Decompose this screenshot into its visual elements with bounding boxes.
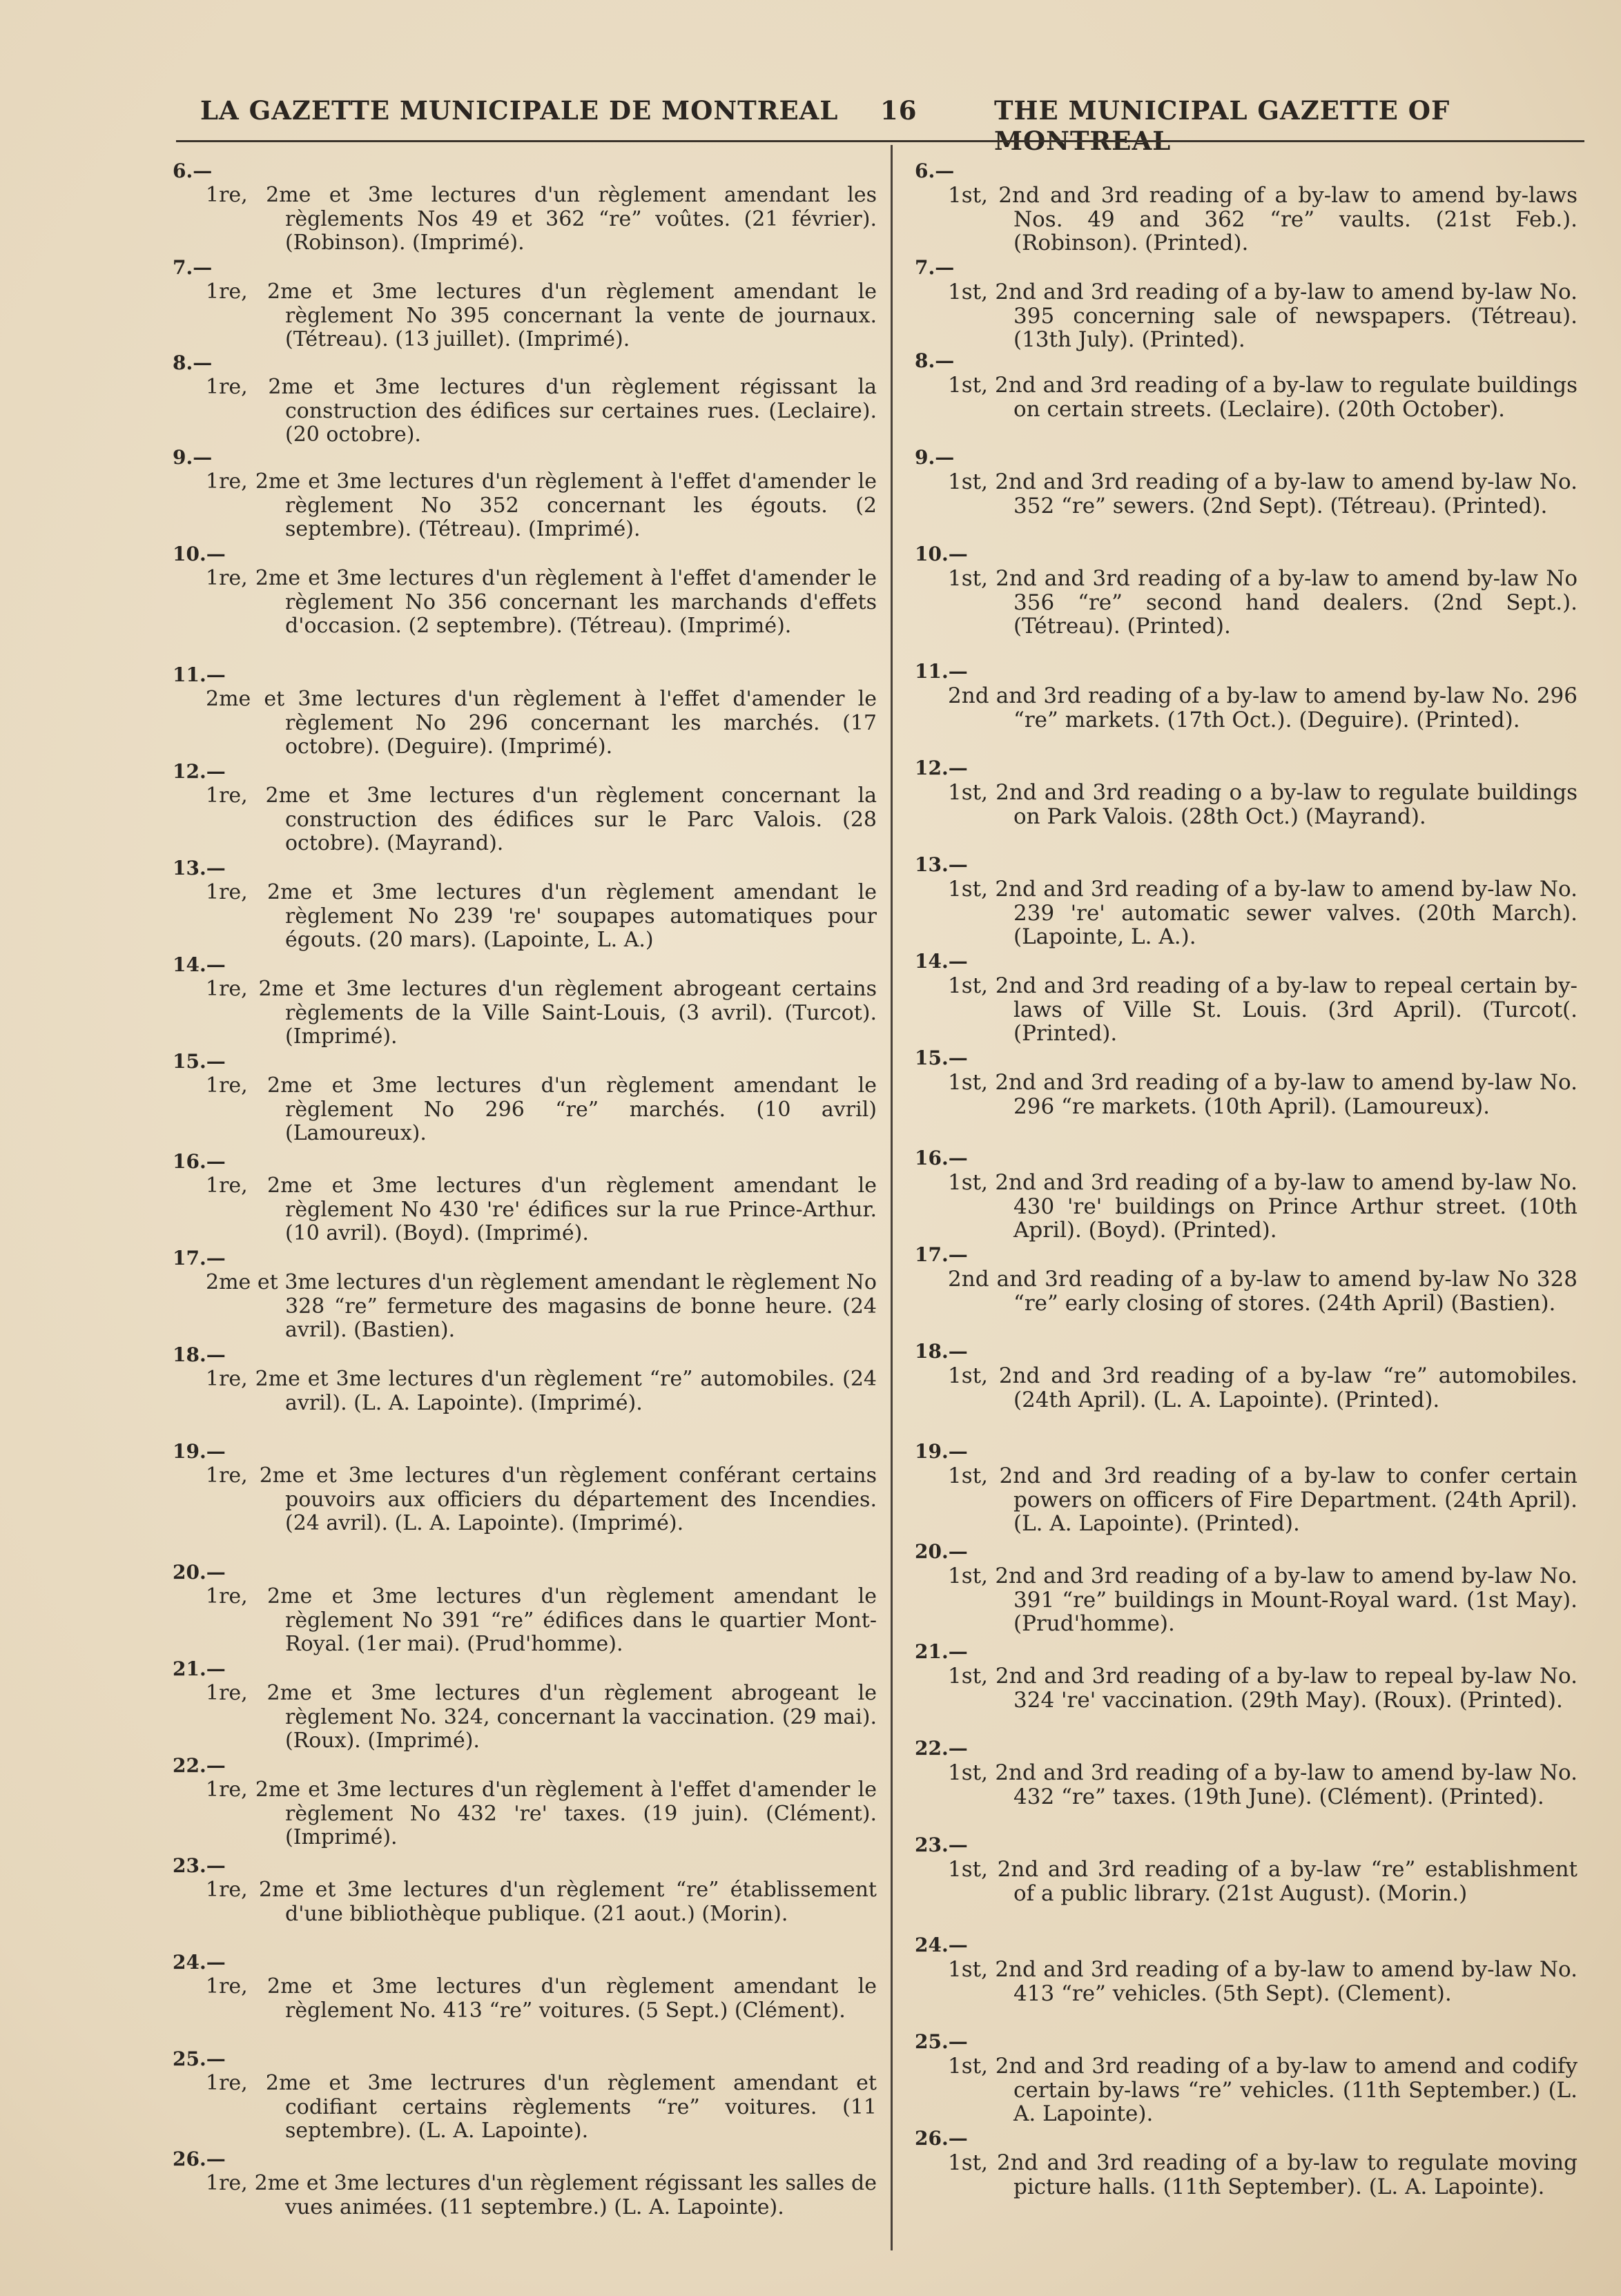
english-entry: [915, 1243, 1578, 1315]
french-entry-text: 1re, 2me et 3me lectures d'un règlement amendant les règlements Nos 49 et 362 “re” voûtes. (21 février). (Robinson). (Imprimé).: [206, 183, 877, 255]
french-entry-text: 1re, 2me et 3me lectures d'un règlement amendant le règlement No 239 're' soupapes automatiques pour égouts. (20 mars). (Lapointe, L. A.): [206, 880, 877, 952]
english-entry-number: 7.—: [915, 256, 955, 279]
french-entry-number: 10.—: [173, 543, 226, 565]
english-entry: [915, 159, 1578, 255]
french-entry: [173, 445, 877, 542]
french-entry-text: 1re, 2me et 3me lectures d'un règlement conférant certains pouvoirs aux officiers du département des Incendies. (24 avril). (L. A. Lapointe). (Imprimé).: [206, 1463, 877, 1535]
english-entry: [915, 1046, 1578, 1118]
english-entry-number: 6.—: [915, 159, 955, 182]
french-entry-number: 23.—: [173, 1854, 226, 1877]
french-entry: [173, 1657, 877, 1753]
english-entry-number: 22.—: [915, 1737, 968, 1760]
french-entry-text: 1re, 2me et 3me lectures d'un règlement abrogeant le règlement No. 324, concernant la vaccination. (29 mai). (Roux). (Imprimé).: [206, 1681, 877, 1753]
french-entry-number: 18.—: [173, 1343, 226, 1366]
english-entry-text: 1st, 2nd and 3rd reading of a by-law to amend by-law No. 391 “re” buildings in Mount-Royal ward. (1st May). (Prud'homme).: [948, 1564, 1578, 1636]
english-entry: [915, 445, 1578, 518]
french-entry: [173, 953, 877, 1049]
english-entry: [915, 2030, 1578, 2126]
french-entry-number: 24.—: [173, 1951, 226, 1974]
english-entry-number: 18.—: [915, 1340, 968, 1363]
french-entry-text: 1re, 2me et 3me lectures d'un règlement amendant le règlement No. 413 “re” voitures. (5 Sept.) (Clément).: [206, 1974, 877, 2023]
english-entry: [915, 349, 1578, 421]
french-entry: [173, 1439, 877, 1536]
french-entry: [173, 856, 877, 953]
french-entry-number: 11.—: [173, 663, 226, 686]
french-entry-text: 2me et 3me lectures d'un règlement amendant le règlement No 328 “re” fermeture des magasins de bonne heure. (24 avril). (Bastien).: [206, 1270, 877, 1342]
french-entry-number: 26.—: [173, 2148, 226, 2170]
french-entry-number: 22.—: [173, 1754, 226, 1777]
french-entry: [173, 1149, 877, 1246]
english-entry-text: 2nd and 3rd reading of a by-law to amend by-law No 328 “re” early closing of stores. (24th April) (Bastien).: [948, 1267, 1578, 1316]
english-entry-number: 17.—: [915, 1243, 968, 1266]
english-entry: [915, 542, 1578, 639]
english-entry-text: 1st, 2nd and 3rd reading of a by-law to amend and codify certain by-laws “re” vehicles. (11th September.) (L. A. Lapointe).: [948, 2054, 1578, 2126]
english-entry-text: 1st, 2nd and 3rd reading of a by-law “re” establishment of a public library. (21st August). (Morin.): [948, 1857, 1578, 1906]
english-entry-text: 1st, 2nd and 3rd reading of a by-law to amend by-law No. 430 're' buildings on Prince Arthur street. (10th April). (Boyd). (Printed).: [948, 1170, 1578, 1243]
english-entry-text: 1st, 2nd and 3rd reading of a by-law to regulate buildings on certain streets. (Leclaire). (20th October).: [948, 373, 1578, 422]
english-entry-text: 1st, 2nd and 3rd reading of a by-law to amend by-law No. 432 “re” taxes. (19th June). (Clément). (Printed).: [948, 1760, 1578, 1809]
french-entry-number: 15.—: [173, 1050, 226, 1073]
french-entry-text: 1re, 2me et 3me lectures d'un règlement à l'effet d'amender le règlement No 352 concernant les égouts. (2 septembre). (Tétreau). (Imprimé).: [206, 469, 877, 541]
french-entry-text: 2me et 3me lectures d'un règlement à l'effet d'amender le règlement No 296 concernant les marchés. (17 octobre). (Deguire). (Imprimé).: [206, 687, 877, 759]
english-entry: [915, 1146, 1578, 1243]
english-entry-text: 1st, 2nd and 3rd reading o a by-law to regulate buildings on Park Valois. (28th Oct.) (Mayrand).: [948, 780, 1578, 829]
french-entry-text: 1re, 2me et 3me lectures d'un règlement abrogeant certains règlements de la Ville Saint-Louis, (3 avril). (Turcot). (Imprimé).: [206, 977, 877, 1049]
french-entry: [173, 2147, 877, 2219]
english-entry-text: 1st, 2nd and 3rd reading of a by-law to amend by-law No 356 “re” second hand dealers. (2nd Sept.). (Tétreau). (Printed).: [948, 566, 1578, 639]
english-entry: [915, 1933, 1578, 2005]
english-entry-number: 19.—: [915, 1440, 968, 1463]
english-entry-text: 1st, 2nd and 3rd reading of a by-law to amend by-laws Nos. 49 and 362 “re” vaults. (21st Feb.). (Robinson). (Printed).: [948, 183, 1578, 255]
french-entry-number: 9.—: [173, 446, 213, 469]
english-entry-text: 1st, 2nd and 3rd reading of a by-law to amend by-law No. 352 “re” sewers. (2nd Sept). (Tétreau). (Printed).: [948, 469, 1578, 518]
english-entry: [915, 1833, 1578, 1905]
english-entry: [915, 1439, 1578, 1536]
french-entry: [173, 2047, 877, 2143]
french-entry: [173, 759, 877, 856]
english-entry-number: 15.—: [915, 1047, 968, 1069]
french-entry-text: 1re, 2me et 3me lectures d'un règlement “re” automobiles. (24 avril). (L. A. Lapointe). (Imprimé).: [206, 1367, 877, 1415]
french-entry-number: 8.—: [173, 351, 213, 374]
english-entry-number: 9.—: [915, 446, 955, 469]
french-entry-text: 1re, 2me et 3me lectures d'un règlement régissant la construction des édifices sur certaines rues. (Leclaire). (20 octobre).: [206, 375, 877, 447]
english-entry-number: 20.—: [915, 1540, 968, 1563]
french-entry: [173, 159, 877, 255]
french-entry-number: 17.—: [173, 1247, 226, 1269]
english-entry-number: 21.—: [915, 1640, 968, 1663]
page-number: 16: [880, 95, 918, 126]
english-entry-text: 1st, 2nd and 3rd reading of a by-law to amend by-law No. 239 're' automatic sewer valves. (20th March). (Lapointe, L. A.).: [948, 877, 1578, 949]
english-entry-number: 10.—: [915, 543, 968, 565]
english-entry-number: 8.—: [915, 349, 955, 372]
french-entry-text: 1re, 2me et 3me lectures d'un règlement amendant le règlement No 296 “re” marchés. (10 avril) (Lamoureux).: [206, 1073, 877, 1145]
english-entry: [915, 659, 1578, 732]
english-entry-text: 2nd and 3rd reading of a by-law to amend by-law No. 296 “re” markets. (17th Oct.). (Deguire). (Printed).: [948, 683, 1578, 732]
french-entry: [173, 1950, 877, 2023]
french-entry-number: 25.—: [173, 2047, 226, 2070]
french-entry: [173, 351, 877, 447]
english-entry-number: 23.—: [915, 1833, 968, 1856]
english-entry: [915, 255, 1578, 352]
english-entry: [915, 853, 1578, 949]
english-entry: [915, 1640, 1578, 1712]
english-entry: [915, 1539, 1578, 1636]
header-title-french: LA GAZETTE MUNICIPALE DE MONTREAL: [200, 95, 839, 126]
page-header: [166, 88, 1581, 156]
english-entry-number: 13.—: [915, 853, 968, 876]
english-entry-number: 11.—: [915, 660, 968, 683]
french-entry-number: 12.—: [173, 760, 226, 783]
french-entry-text: 1re, 2me et 3me lectures d'un règlement amendant le règlement No 391 “re” édifices dans le quartier Mont-Royal. (1er mai). (Prud'homme).: [206, 1584, 877, 1656]
english-entry-number: 24.—: [915, 1934, 968, 1956]
english-entry-text: 1st, 2nd and 3rd reading of a by-law to amend by-law No. 413 “re” vehicles. (5th Sept). (Clement).: [948, 1957, 1578, 2006]
english-entry-text: 1st, 2nd and 3rd reading of a by-law to repeal by-law No. 324 're' vaccination. (29th May). (Roux). (Printed).: [948, 1664, 1578, 1713]
english-entry-number: 26.—: [915, 2127, 968, 2150]
english-entry-number: 25.—: [915, 2030, 968, 2053]
french-entry-text: 1re, 2me et 3me lectures d'un règlement amendant le règlement No 430 're' édifices sur la rue Prince-Arthur. (10 avril). (Boyd). (Imprimé).: [206, 1174, 877, 1245]
french-entry: [173, 1560, 877, 1657]
french-entry-text: 1re, 2me et 3me lectures d'un règlement concernant la construction des édifices sur le Parc Valois. (28 octobre). (Mayrand).: [206, 784, 877, 855]
french-entry-number: 6.—: [173, 159, 213, 182]
french-entry-number: 13.—: [173, 857, 226, 879]
french-entry: [173, 1343, 877, 1415]
english-entry-text: 1st, 2nd and 3rd reading of a by-law to confer certain powers on officers of Fire Department. (24th April). (L. A. Lapointe). (Printed).: [948, 1463, 1578, 1536]
french-entry-number: 21.—: [173, 1657, 226, 1680]
french-entry-number: 16.—: [173, 1150, 226, 1173]
english-entry: [915, 756, 1578, 828]
french-entry-text: 1re, 2me et 3me lectrures d'un règlement amendant et codifiant certains règlements “re” voitures. (11 septembre). (L. A. Lapointe).: [206, 2071, 877, 2143]
french-entry-number: 20.—: [173, 1561, 226, 1584]
french-entry: [173, 1854, 877, 1926]
english-entry-number: 12.—: [915, 757, 968, 779]
english-entry: [915, 1339, 1578, 1412]
header-title-english: THE MUNICIPAL GAZETTE OF MONTREAL: [994, 95, 1450, 156]
english-entry-text: 1st, 2nd and 3rd reading of a by-law to amend by-law No. 296 “re markets. (10th April). (Lamoureux).: [948, 1070, 1578, 1119]
english-entry-text: 1st, 2nd and 3rd reading of a by-law to regulate moving picture halls. (11th September). (L. A. Lapointe).: [948, 2150, 1578, 2199]
french-entry: [173, 663, 877, 759]
english-entry: [915, 949, 1578, 1046]
french-entry-text: 1re, 2me et 3me lectures d'un règlement à l'effet d'amender le règlement No 356 concernant les marchands d'effets d'occasion. (2 septembre). (Tétreau). (Imprimé).: [206, 566, 877, 638]
english-entry: [915, 2126, 1578, 2199]
english-entry-text: 1st, 2nd and 3rd reading of a by-law to amend by-law No. 395 concerning sale of newspapers. (Tétreau). (13th July). (Printed).: [948, 280, 1578, 352]
french-entry: [173, 1753, 877, 1850]
french-entry-text: 1re, 2me et 3me lectures d'un règlement amendant le règlement No 395 concernant la vente de journaux. (Tétreau). (13 juillet). (Imprimé).: [206, 280, 877, 351]
english-entry-number: 14.—: [915, 950, 968, 973]
french-entry-text: 1re, 2me et 3me lectures d'un règlement à l'effet d'amender le règlement No 432 're' taxes. (19 juin). (Clément). (Imprimé).: [206, 1778, 877, 1849]
english-entry-text: 1st, 2nd and 3rd reading of a by-law “re” automobiles. (24th April). (L. A. Lapointe). (Printed).: [948, 1363, 1578, 1412]
header-rule: [176, 140, 1584, 142]
french-entry-text: 1re, 2me et 3me lectures d'un règlement régissant les salles de vues animées. (11 septembre.) (L. A. Lapointe).: [206, 2171, 877, 2219]
french-entry-number: 14.—: [173, 953, 226, 976]
french-entry-number: 19.—: [173, 1440, 226, 1463]
english-entry: [915, 1736, 1578, 1809]
english-entry-text: 1st, 2nd and 3rd reading of a by-law to repeal certain by-laws of Ville St. Louis. (3rd April). (Turcot(. (Printed).: [948, 973, 1578, 1046]
column-divider: [891, 145, 893, 2250]
french-entry: [173, 1049, 877, 1146]
french-entry: [173, 542, 877, 639]
french-entry-number: 7.—: [173, 256, 213, 279]
french-entry: [173, 255, 877, 352]
english-entry-number: 16.—: [915, 1147, 968, 1169]
french-entry-text: 1re, 2me et 3me lectures d'un règlement “re” établissement d'une bibliothèque publique. (21 aout.) (Morin).: [206, 1878, 877, 1926]
french-entry: [173, 1246, 877, 1343]
